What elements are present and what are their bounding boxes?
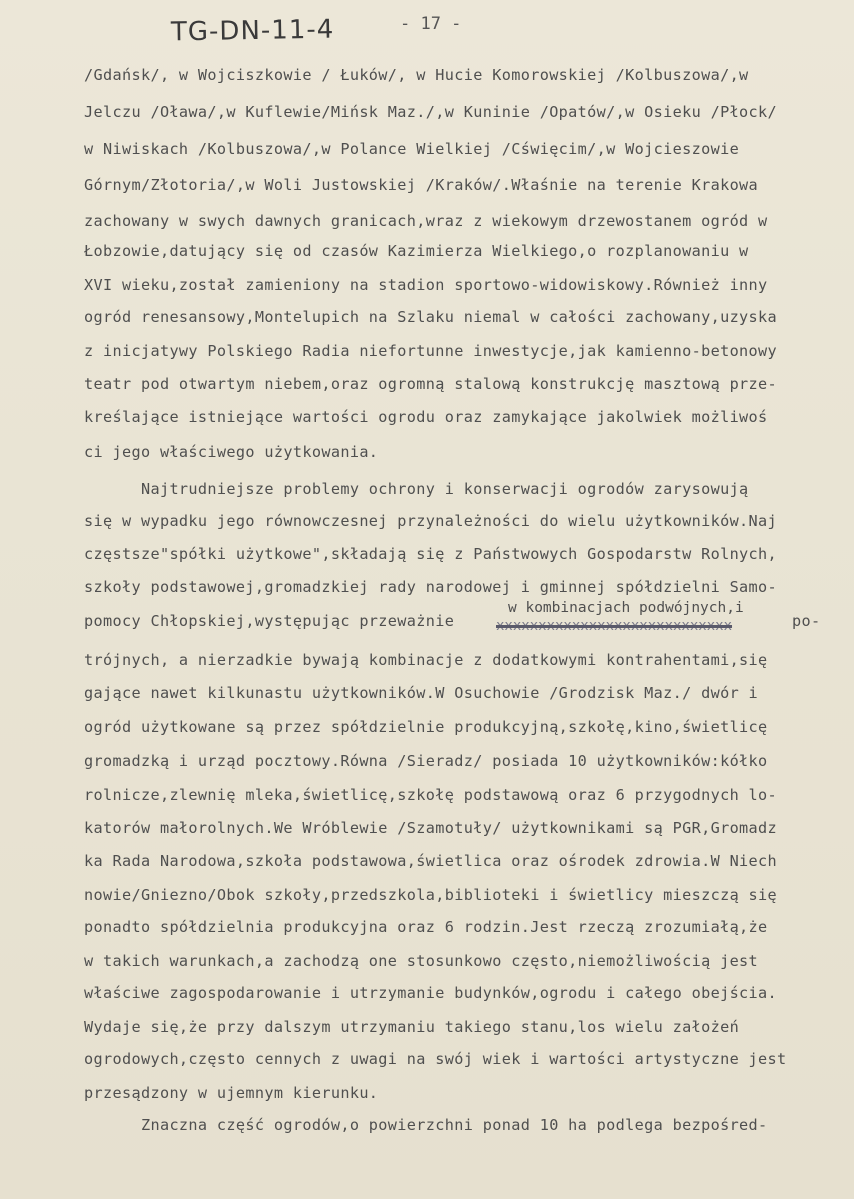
text-line: Jelczu /Oława/,w Kuflewie/Mińsk Maz./,w Kuninie /Opatów/,w Osieku /Płock/ — [84, 103, 778, 121]
text-line: nowie/Gniezno/Obok szkoły,przedszkola,biblioteki i świetlicy mieszczą się — [84, 886, 778, 904]
text-line: trójnych, a nierzadkie bywają kombinacje z dodatkowymi kontrahentami,się — [84, 651, 768, 669]
text-line: pomocy Chłopskiej,występując przeważnie — [84, 612, 455, 630]
text-line: z inicjatywy Polskiego Radia niefortunne inwestycje,jak kamienno-betonowy — [84, 342, 778, 360]
inserted-correction: w kombinacjach podwójnych,i — [508, 600, 744, 616]
text-line: Znaczna część ogrodów,o powierzchni ponad 10 ha podlega bezpośred- — [84, 1116, 768, 1134]
text-line: /Gdańsk/, w Wojciszkowie / Łuków/, w Hucie Komorowskiej /Kolbuszowa/,w — [84, 66, 749, 84]
text-line: w Niwiskach /Kolbuszowa/,w Polance Wielkiej /Cświęcim/,w Wojcieszowie — [84, 140, 740, 158]
text-line: w takich warunkach,a zachodzą one stosunkowo często,niemożliwością jest — [84, 952, 759, 970]
text-line: ci jego właściwego użytkowania. — [84, 443, 379, 461]
archive-signature: TG-DN-11-4 — [170, 14, 335, 48]
text-line: po- — [792, 612, 821, 630]
text-line: gające nawet kilkunastu użytkowników.W Osuchowie /Grodzisk Maz./ dwór i — [84, 684, 759, 702]
text-line: kreślające istniejące wartości ogrodu oraz zamykające jakolwiek możliwoś — [84, 408, 768, 426]
text-line: ogród użytkowane są przez spółdzielnie produkcyjną,szkołę,kino,świetlicę — [84, 718, 768, 736]
text-line: Najtrudniejsze problemy ochrony i konserwacji ogrodów zarysowują — [84, 480, 749, 498]
text-line: Łobzowie,datujący się od czasów Kazimierza Wielkiego,o rozplanowaniu w — [84, 242, 749, 260]
text-line: teatr pod otwartym niebem,oraz ogromną stalową konstrukcję masztową prze- — [84, 375, 778, 393]
text-line: Górnym/Złotoria/,w Woli Justowskiej /Kraków/.Właśnie na terenie Krakowa — [84, 176, 759, 194]
text-line: XVI wieku,został zamieniony na stadion sportowo-widowiskowy.Również inny — [84, 276, 768, 294]
text-line: właściwe zagospodarowanie i utrzymanie budynków,ogrodu i całego obejścia. — [84, 984, 778, 1002]
struck-out-text: xxxxxxxxxxxxxxxxxxxxxxxxxxxx — [496, 618, 733, 634]
page-number: - 17 - — [400, 14, 462, 34]
text-line: szkoły podstawowej,gromadzkiej rady narodowej i gminnej spółdzielni Samo- — [84, 578, 778, 596]
text-line: ogrodowych,często cennych z uwagi na swój wiek i wartości artystyczne jest — [84, 1050, 787, 1068]
text-line: się w wypadku jego równowczesnej przynależności do wielu użytkowników.Naj — [84, 512, 778, 530]
text-line: ogród renesansowy,Montelupich na Szlaku niemal w całości zachowany,uzyska — [84, 308, 778, 326]
text-line: ka Rada Narodowa,szkoła podstawowa,świetlica oraz ośrodek zdrowia.W Niech — [84, 852, 778, 870]
text-line: zachowany w swych dawnych granicach,wraz z wiekowym drzewostanem ogród w — [84, 212, 768, 230]
text-line: Wydaje się,że przy dalszym utrzymaniu takiego stanu,los wielu założeń — [84, 1018, 740, 1036]
text-line: rolnicze,zlewnię mleka,świetlicę,szkołę podstawową oraz 6 przygodnych lo- — [84, 786, 778, 804]
text-line: ponadto spółdzielnia produkcyjna oraz 6 rodzin.Jest rzeczą zrozumiałą,że — [84, 918, 768, 936]
text-line: gromadzką i urząd pocztowy.Równa /Sieradz/ posiada 10 użytkowników:kółko — [84, 752, 768, 770]
text-line: częstsze"spółki użytkowe",składają się z Państwowych Gospodarstw Rolnych, — [84, 545, 778, 563]
text-line: katorów małorolnych.We Wróblewie /Szamotuły/ użytkownikami są PGR,Gromadz — [84, 819, 778, 837]
text-line: przesądzony w ujemnym kierunku. — [84, 1084, 379, 1102]
